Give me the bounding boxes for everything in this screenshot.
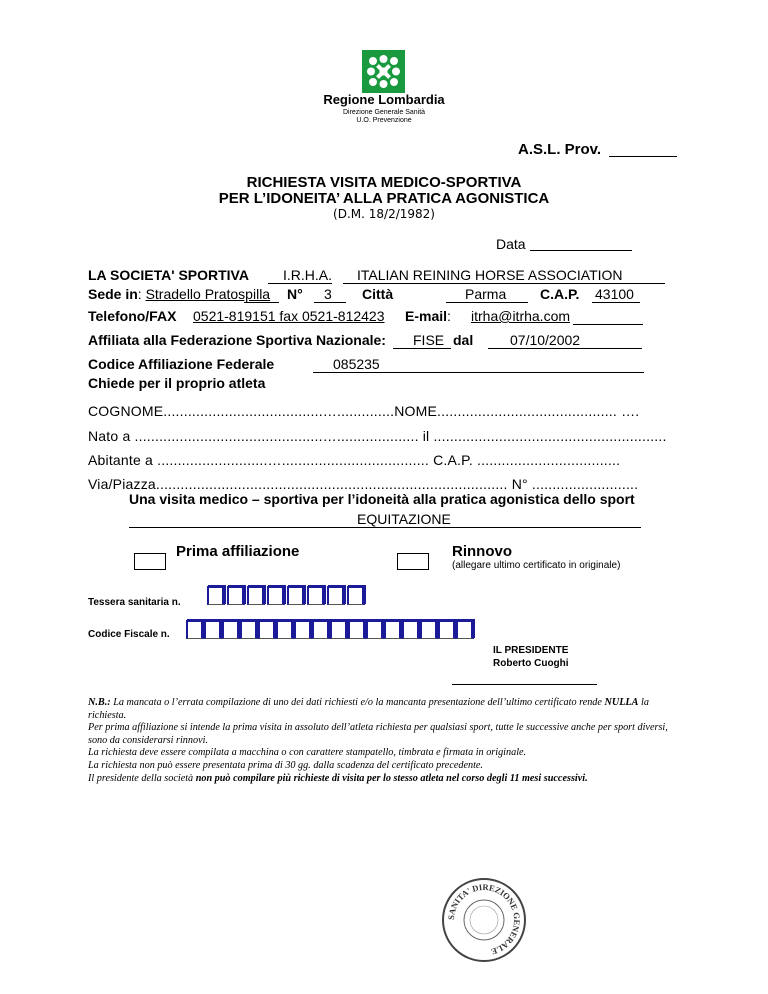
sede-underline bbox=[244, 302, 279, 303]
asl-line[interactable] bbox=[609, 156, 677, 157]
svg-text:SANITA' DIREZIONE GENERALE bbox=[446, 882, 522, 957]
notes-block bbox=[88, 697, 680, 785]
health-card-cell[interactable] bbox=[267, 586, 285, 605]
tax-code-cell[interactable] bbox=[384, 620, 402, 639]
sport-value: EQUITAZIONE bbox=[357, 511, 451, 527]
cap-value: 43100 bbox=[595, 286, 634, 302]
city-value: Parma bbox=[465, 286, 507, 302]
health-card-cell[interactable] bbox=[347, 586, 365, 605]
athlete-birth-line[interactable]: Nato a ..............................................….................... il ......................................................... bbox=[88, 428, 667, 444]
renewal-label: Rinnovo bbox=[452, 543, 512, 560]
region-name: Regione Lombardia bbox=[323, 92, 445, 107]
city-underline bbox=[446, 302, 528, 303]
federation-value: FISE bbox=[413, 332, 445, 348]
health-card-cell[interactable] bbox=[227, 586, 245, 605]
department-line2: U.O. Prevenzione bbox=[356, 117, 412, 124]
tax-code-cell[interactable] bbox=[348, 620, 366, 639]
code-underline bbox=[313, 372, 644, 373]
number-value: 3 bbox=[324, 286, 332, 302]
email-underline bbox=[573, 324, 643, 325]
health-card-cell[interactable] bbox=[327, 586, 345, 605]
note-president bbox=[88, 773, 680, 786]
sede-value: Stradello Pratospilla bbox=[145, 286, 271, 302]
tax-code-cell[interactable] bbox=[204, 620, 222, 639]
signature-line[interactable] bbox=[452, 684, 597, 685]
sport-underline bbox=[129, 527, 641, 528]
email-value: itrha@itrha.com bbox=[471, 308, 571, 324]
note-nb bbox=[88, 697, 680, 722]
president-name: Roberto Cuoghi bbox=[493, 658, 569, 669]
tax-code-cell[interactable] bbox=[420, 620, 438, 639]
tax-code-cell[interactable] bbox=[276, 620, 294, 639]
tax-code-cell[interactable] bbox=[366, 620, 384, 639]
tax-code-cell[interactable] bbox=[258, 620, 276, 639]
note-nb-text-end: la richiesta. bbox=[88, 697, 649, 721]
tax-code-label: Codice Fiscale n. bbox=[88, 629, 170, 640]
note-president-text: Il presidente della società bbox=[88, 772, 196, 784]
health-card-cell[interactable] bbox=[307, 586, 325, 605]
phone-label: Telefono/FAX bbox=[88, 308, 177, 324]
health-card-label: Tessera sanitaria n. bbox=[88, 597, 181, 608]
president-title: IL PRESIDENTE bbox=[493, 645, 569, 656]
health-card-cell[interactable] bbox=[207, 586, 225, 605]
tax-code-cell[interactable] bbox=[186, 620, 204, 639]
athlete-name-line[interactable]: COGNOME.......................................…..............NOME............................................ …. bbox=[88, 403, 640, 419]
tax-code-cell[interactable] bbox=[222, 620, 240, 639]
city-label: Città bbox=[362, 286, 394, 302]
renewal-note: (allegare ultimo certificato in originale) bbox=[452, 560, 621, 571]
note-compilation: La richiesta deve essere compilata a macchina o con carattere stampatello, timbrata e firmata in originale. bbox=[88, 747, 527, 759]
name-underline bbox=[343, 283, 665, 284]
athlete-address-line[interactable]: Via/Piazza...................................................................................... N° .......................... bbox=[88, 476, 639, 492]
code-label: Codice Affiliazione Federale bbox=[88, 356, 275, 372]
asl-label: A.S.L. Prov. bbox=[518, 141, 602, 158]
tax-code-cell[interactable] bbox=[438, 620, 456, 639]
number-underline bbox=[314, 302, 346, 303]
email-label: E-mail bbox=[405, 308, 448, 324]
decree-ref: (D.M. 18/2/1982) bbox=[333, 207, 435, 221]
request-line: Chiede per il proprio atleta bbox=[88, 375, 266, 391]
renewal-checkbox[interactable] bbox=[397, 553, 429, 570]
first-affiliation-label: Prima affiliazione bbox=[176, 543, 300, 560]
society-label: LA SOCIETA' SPORTIVA bbox=[88, 267, 249, 283]
since-underline bbox=[488, 348, 642, 349]
tax-code-cell[interactable] bbox=[402, 620, 420, 639]
date-label: Data bbox=[496, 236, 526, 252]
federation-underline bbox=[393, 348, 451, 349]
society-name: ITALIAN REINING HORSE ASSOCIATION bbox=[357, 267, 623, 283]
first-affiliation-checkbox[interactable] bbox=[134, 553, 166, 570]
since-label: dal bbox=[453, 332, 474, 348]
health-card-cell[interactable] bbox=[247, 586, 265, 605]
stamp-text: SANITA' DIREZIONE GENERALE bbox=[445, 881, 523, 958]
abbr-underline bbox=[268, 283, 332, 284]
number-label: N° bbox=[287, 286, 303, 302]
tax-code-cell[interactable] bbox=[456, 620, 474, 639]
note-nb-prefix: N.B.: bbox=[88, 697, 111, 708]
athlete-residence-line[interactable]: Abitante a ...........................….................................... C.A.P. ................................... bbox=[88, 452, 621, 468]
date-line[interactable] bbox=[530, 250, 632, 251]
cap-label: C.A.P. bbox=[540, 286, 580, 302]
note-president-bold: non può compilare più richieste di visita per lo stesso atleta nel corso degli 11 mesi successivi. bbox=[195, 772, 588, 784]
cap-underline bbox=[592, 302, 640, 303]
health-card-cell[interactable] bbox=[287, 586, 305, 605]
note-nb-bold: NULLA bbox=[604, 697, 639, 708]
tax-code-cell[interactable] bbox=[312, 620, 330, 639]
note-first-affiliation: Per prima affiliazione si intende la prima visita in assoluto dell’atleta richiesta per qualsiasi sport, tutte le successive anche per sport diversi, sono da considerarsi rinnovi. bbox=[88, 722, 668, 746]
rosa-camuna-logo-icon bbox=[362, 50, 405, 93]
federation-label: Affiliata alla Federazione Sportiva Nazionale: bbox=[88, 332, 386, 348]
phone-value: 0521-819151 fax 0521-812423 bbox=[193, 308, 385, 324]
title-line1: RICHIESTA VISITA MEDICO-SPORTIVA bbox=[246, 174, 522, 191]
since-value: 07/10/2002 bbox=[510, 332, 581, 348]
tax-code-cell[interactable] bbox=[294, 620, 312, 639]
official-stamp bbox=[442, 878, 526, 962]
tax-code-cell[interactable] bbox=[330, 620, 348, 639]
code-value: 085235 bbox=[333, 356, 380, 372]
sede-label: Sede in bbox=[88, 286, 138, 302]
tax-code-cell[interactable] bbox=[240, 620, 258, 639]
department-line1: Direzione Generale Sanità bbox=[342, 109, 426, 116]
note-nb-text: La mancata o l’errata compilazione di uno dei dati richiesti e/o la mancanta presentazione dell’ultimo certificato rende bbox=[110, 697, 605, 708]
note-timing: La richiesta non può essere presentata prima di 30 gg. dalla scadenza del certificato precedente. bbox=[88, 759, 483, 771]
title-line2: PER L’IDONEITA’ ALLA PRATICA AGONISTICA bbox=[218, 190, 550, 207]
visit-line: Una visita medico – sportiva per l’idoneità alla pratica agonistica dello sport bbox=[129, 491, 635, 507]
society-abbr: I.R.H.A. bbox=[283, 267, 333, 283]
